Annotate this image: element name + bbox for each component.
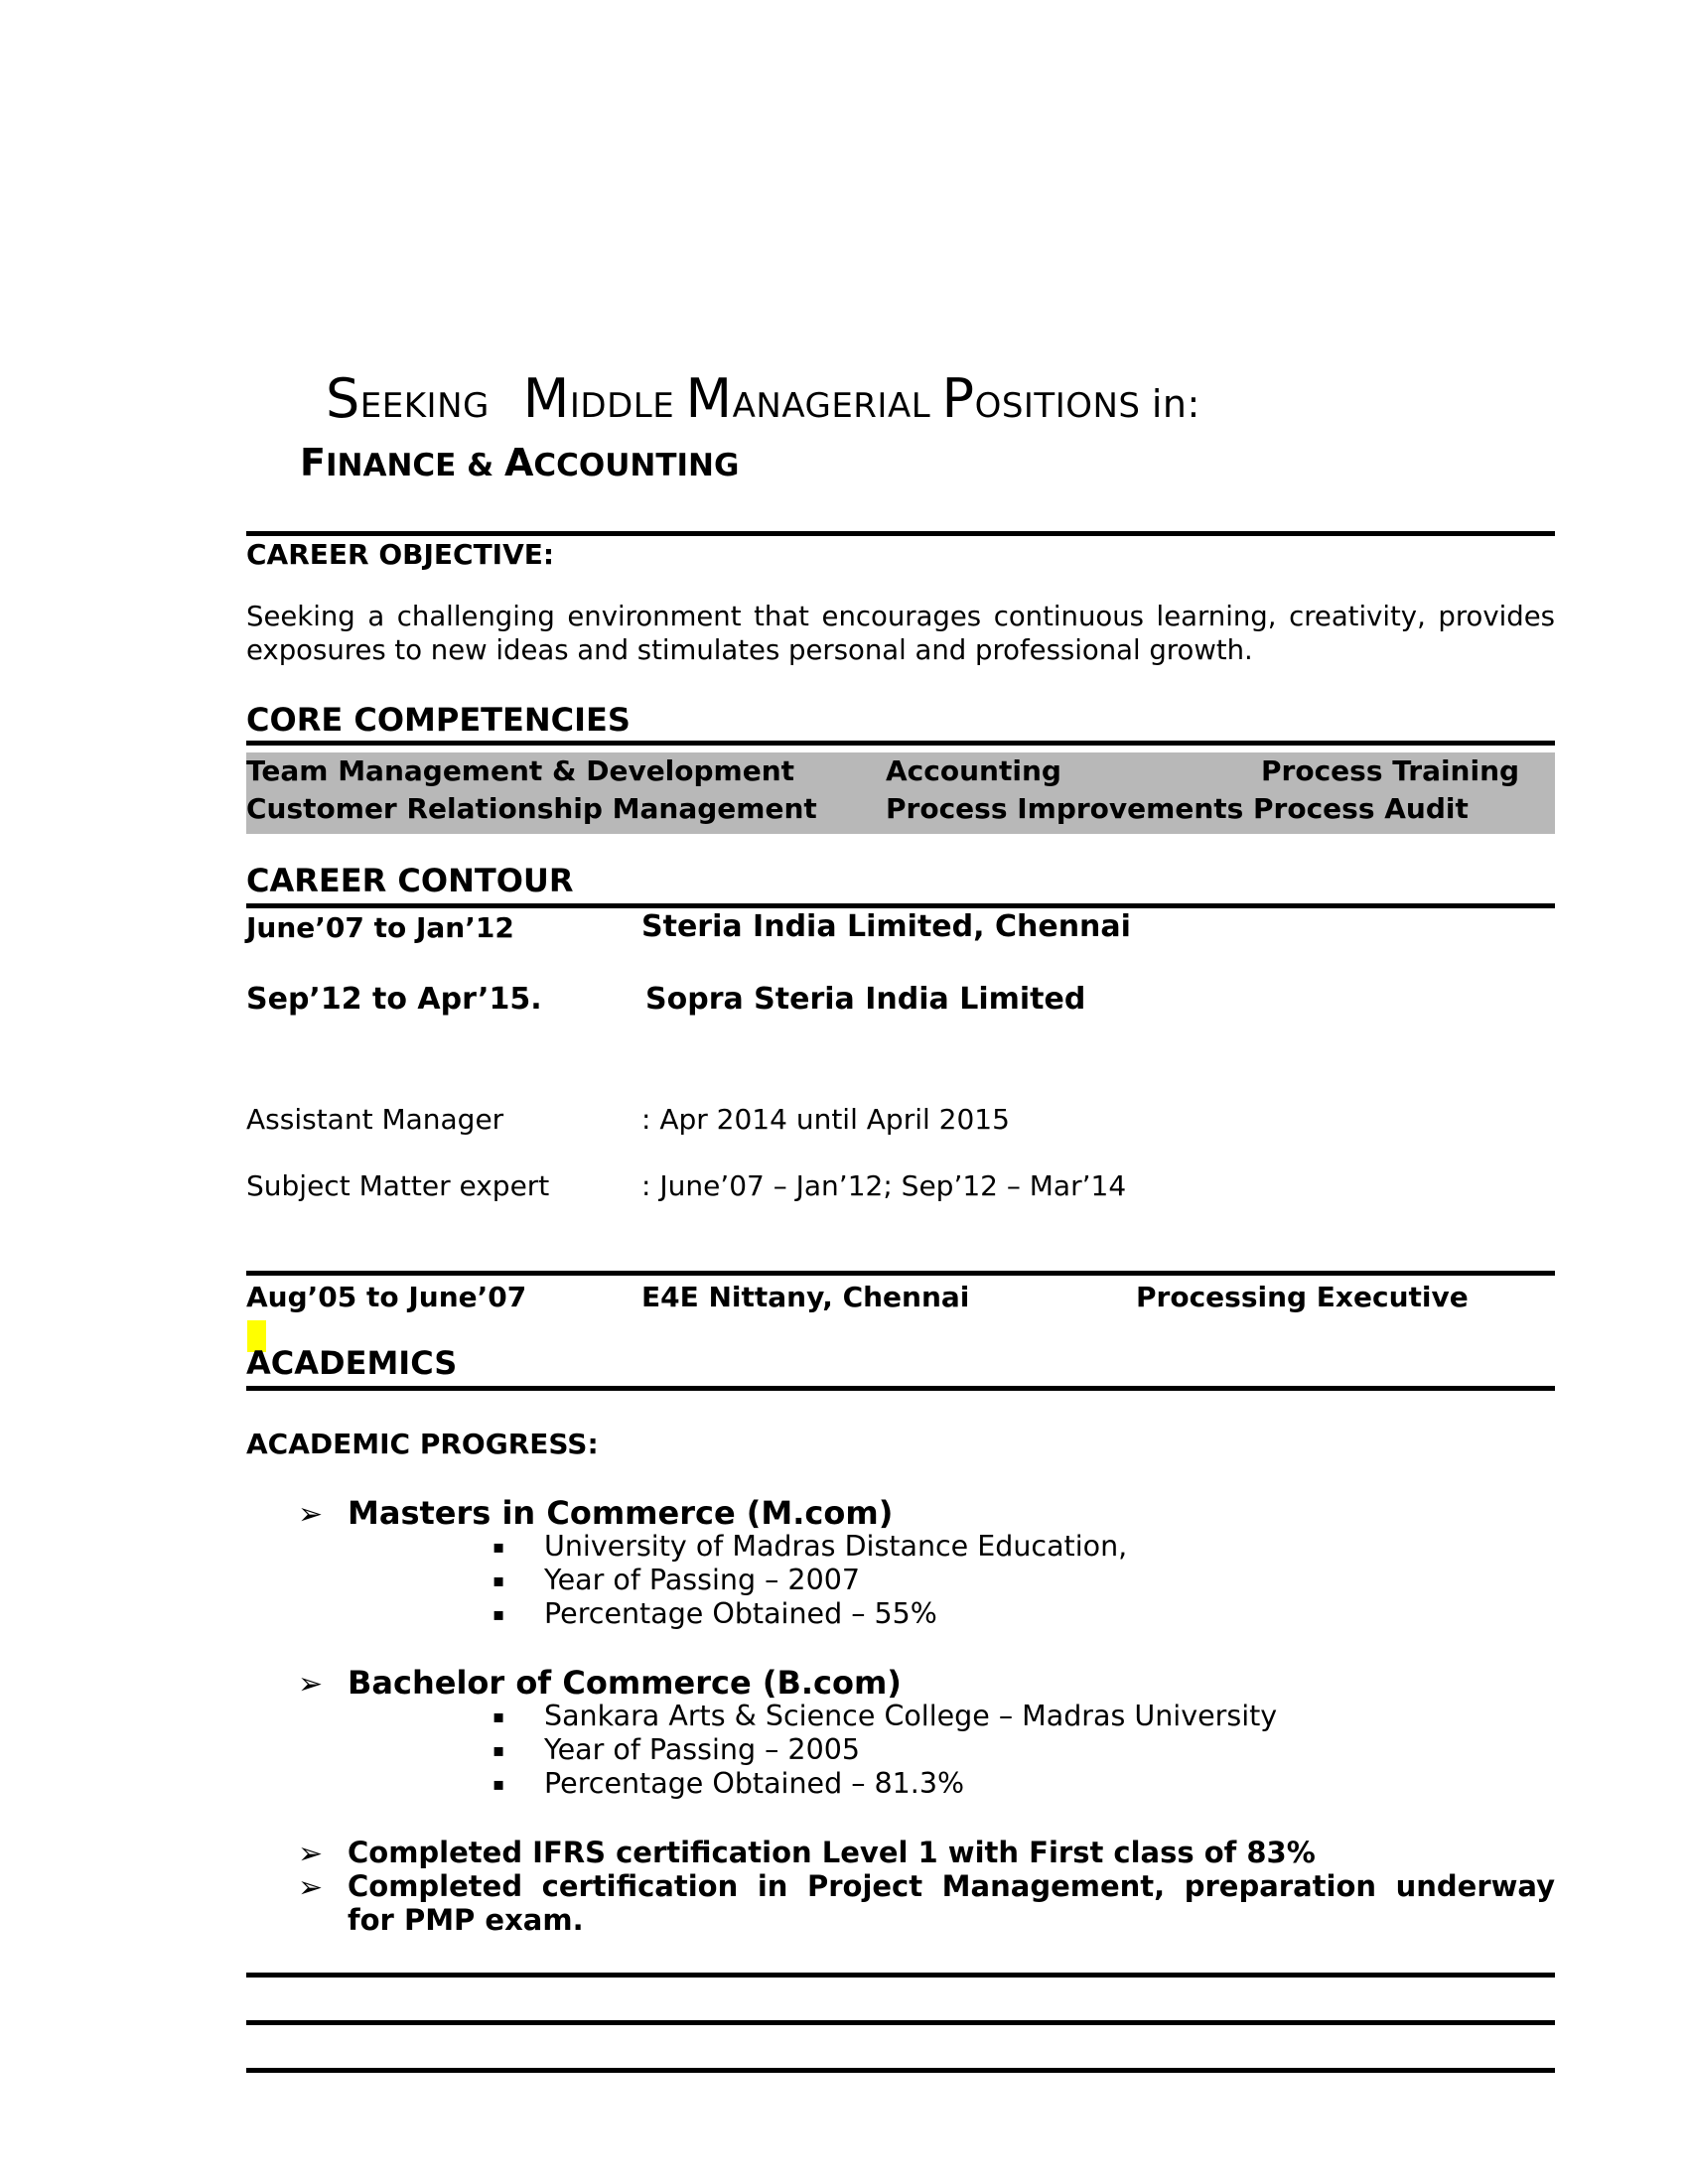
divider-rule [246, 1271, 1555, 1276]
role-dates: : June’07 – Jan’12; Sep’12 – Mar’14 [641, 1169, 1127, 1202]
degree-name: Bachelor of Commerce (B.com) [348, 1664, 902, 1702]
page-heading [326, 367, 1200, 430]
degree-detail: Sankara Arts & Science College – Madras University [544, 1700, 1278, 1732]
competency-item: Process Improvements [886, 792, 1244, 825]
field-accounting-rest: CCOUNTING [533, 448, 740, 483]
degree-detail: Percentage Obtained – 81.3% [544, 1767, 965, 1800]
divider-rule [246, 1973, 1555, 1978]
square-bullet-icon: ▪ [492, 1604, 505, 1625]
square-bullet-icon: ▪ [492, 1740, 505, 1761]
heading-positions-initial: P [941, 367, 975, 430]
arrow-bullet-icon: ➢ [298, 1837, 324, 1871]
competency-item: Process Training [1261, 754, 1520, 787]
degree-name: Masters in Commerce (M.com) [348, 1494, 894, 1532]
heading-managerial-initial: M [685, 367, 733, 430]
field-finance-initial: F [300, 441, 326, 484]
square-bullet-icon: ▪ [492, 1537, 505, 1558]
prior-job-company: E4E Nittany, Chennai [641, 1281, 970, 1313]
heading-middle-rest: IDDLE [569, 386, 675, 426]
heading-seeking-initial: S [326, 367, 360, 430]
degree-detail: University of Madras Distance Education, [544, 1530, 1128, 1563]
job-company: Sopra Steria India Limited [645, 982, 1086, 1017]
divider-rule [246, 531, 1555, 536]
heading-positions-rest: OSITIONS [974, 386, 1141, 426]
degree-detail: Year of Passing – 2007 [544, 1564, 860, 1596]
divider-rule [246, 741, 1555, 746]
arrow-bullet-icon: ➢ [298, 1667, 324, 1702]
role-dates: : Apr 2014 until April 2015 [641, 1103, 1010, 1136]
competency-item: Customer Relationship Management [246, 792, 817, 825]
competency-item: Accounting [886, 754, 1061, 787]
academics-title: ACADEMICS [246, 1344, 458, 1382]
heading-middle-initial: M [522, 367, 570, 430]
degree-detail: Percentage Obtained – 55% [544, 1597, 937, 1630]
heading-seeking-rest: EEKING [359, 386, 490, 426]
job-period: Sep’12 to Apr’15. [246, 982, 542, 1017]
divider-rule [246, 2068, 1555, 2073]
job-period: June’07 to Jan’12 [246, 911, 514, 944]
heading-managerial-rest: ANAGERIAL [732, 386, 931, 426]
field-accounting-initial: A [503, 441, 534, 484]
competency-item: Process Audit [1253, 792, 1469, 825]
field-finance-rest: INANCE & [325, 448, 494, 483]
divider-rule [246, 903, 1555, 908]
degree-detail: Year of Passing – 2005 [544, 1733, 860, 1766]
role-title: Assistant Manager [246, 1103, 504, 1136]
square-bullet-icon: ▪ [492, 1774, 505, 1795]
career-objective-title: CAREER OBJECTIVE: [246, 538, 555, 571]
competency-item: Team Management & Development [246, 754, 795, 787]
career-contour-title: CAREER CONTOUR [246, 862, 574, 899]
certification-item: Completed IFRS certification Level 1 with First class of 83% [348, 1836, 1316, 1869]
certification-item: Completed certification in Project Management, preparation underway for PMP exam. [348, 1869, 1555, 1937]
heading-in: in: [1151, 382, 1200, 426]
prior-job-period: Aug’05 to June’07 [246, 1281, 527, 1313]
prior-job-position: Processing Executive [1136, 1281, 1469, 1313]
square-bullet-icon: ▪ [492, 1706, 505, 1727]
academic-progress-title: ACADEMIC PROGRESS: [246, 1428, 599, 1460]
role-title: Subject Matter expert [246, 1169, 550, 1202]
arrow-bullet-icon: ➢ [298, 1497, 324, 1532]
arrow-bullet-icon: ➢ [298, 1870, 324, 1905]
job-company: Steria India Limited, Chennai [641, 909, 1131, 944]
core-competencies-title: CORE COMPETENCIES [246, 701, 631, 739]
career-objective-text: Seeking a challenging environment that encourages continuous learning, creativity, provides exposures to new ideas and stimulates personal and professional growth. [246, 601, 1555, 666]
field-heading [300, 441, 739, 484]
divider-rule [246, 2020, 1555, 2025]
square-bullet-icon: ▪ [492, 1570, 505, 1591]
divider-rule [246, 1386, 1555, 1391]
